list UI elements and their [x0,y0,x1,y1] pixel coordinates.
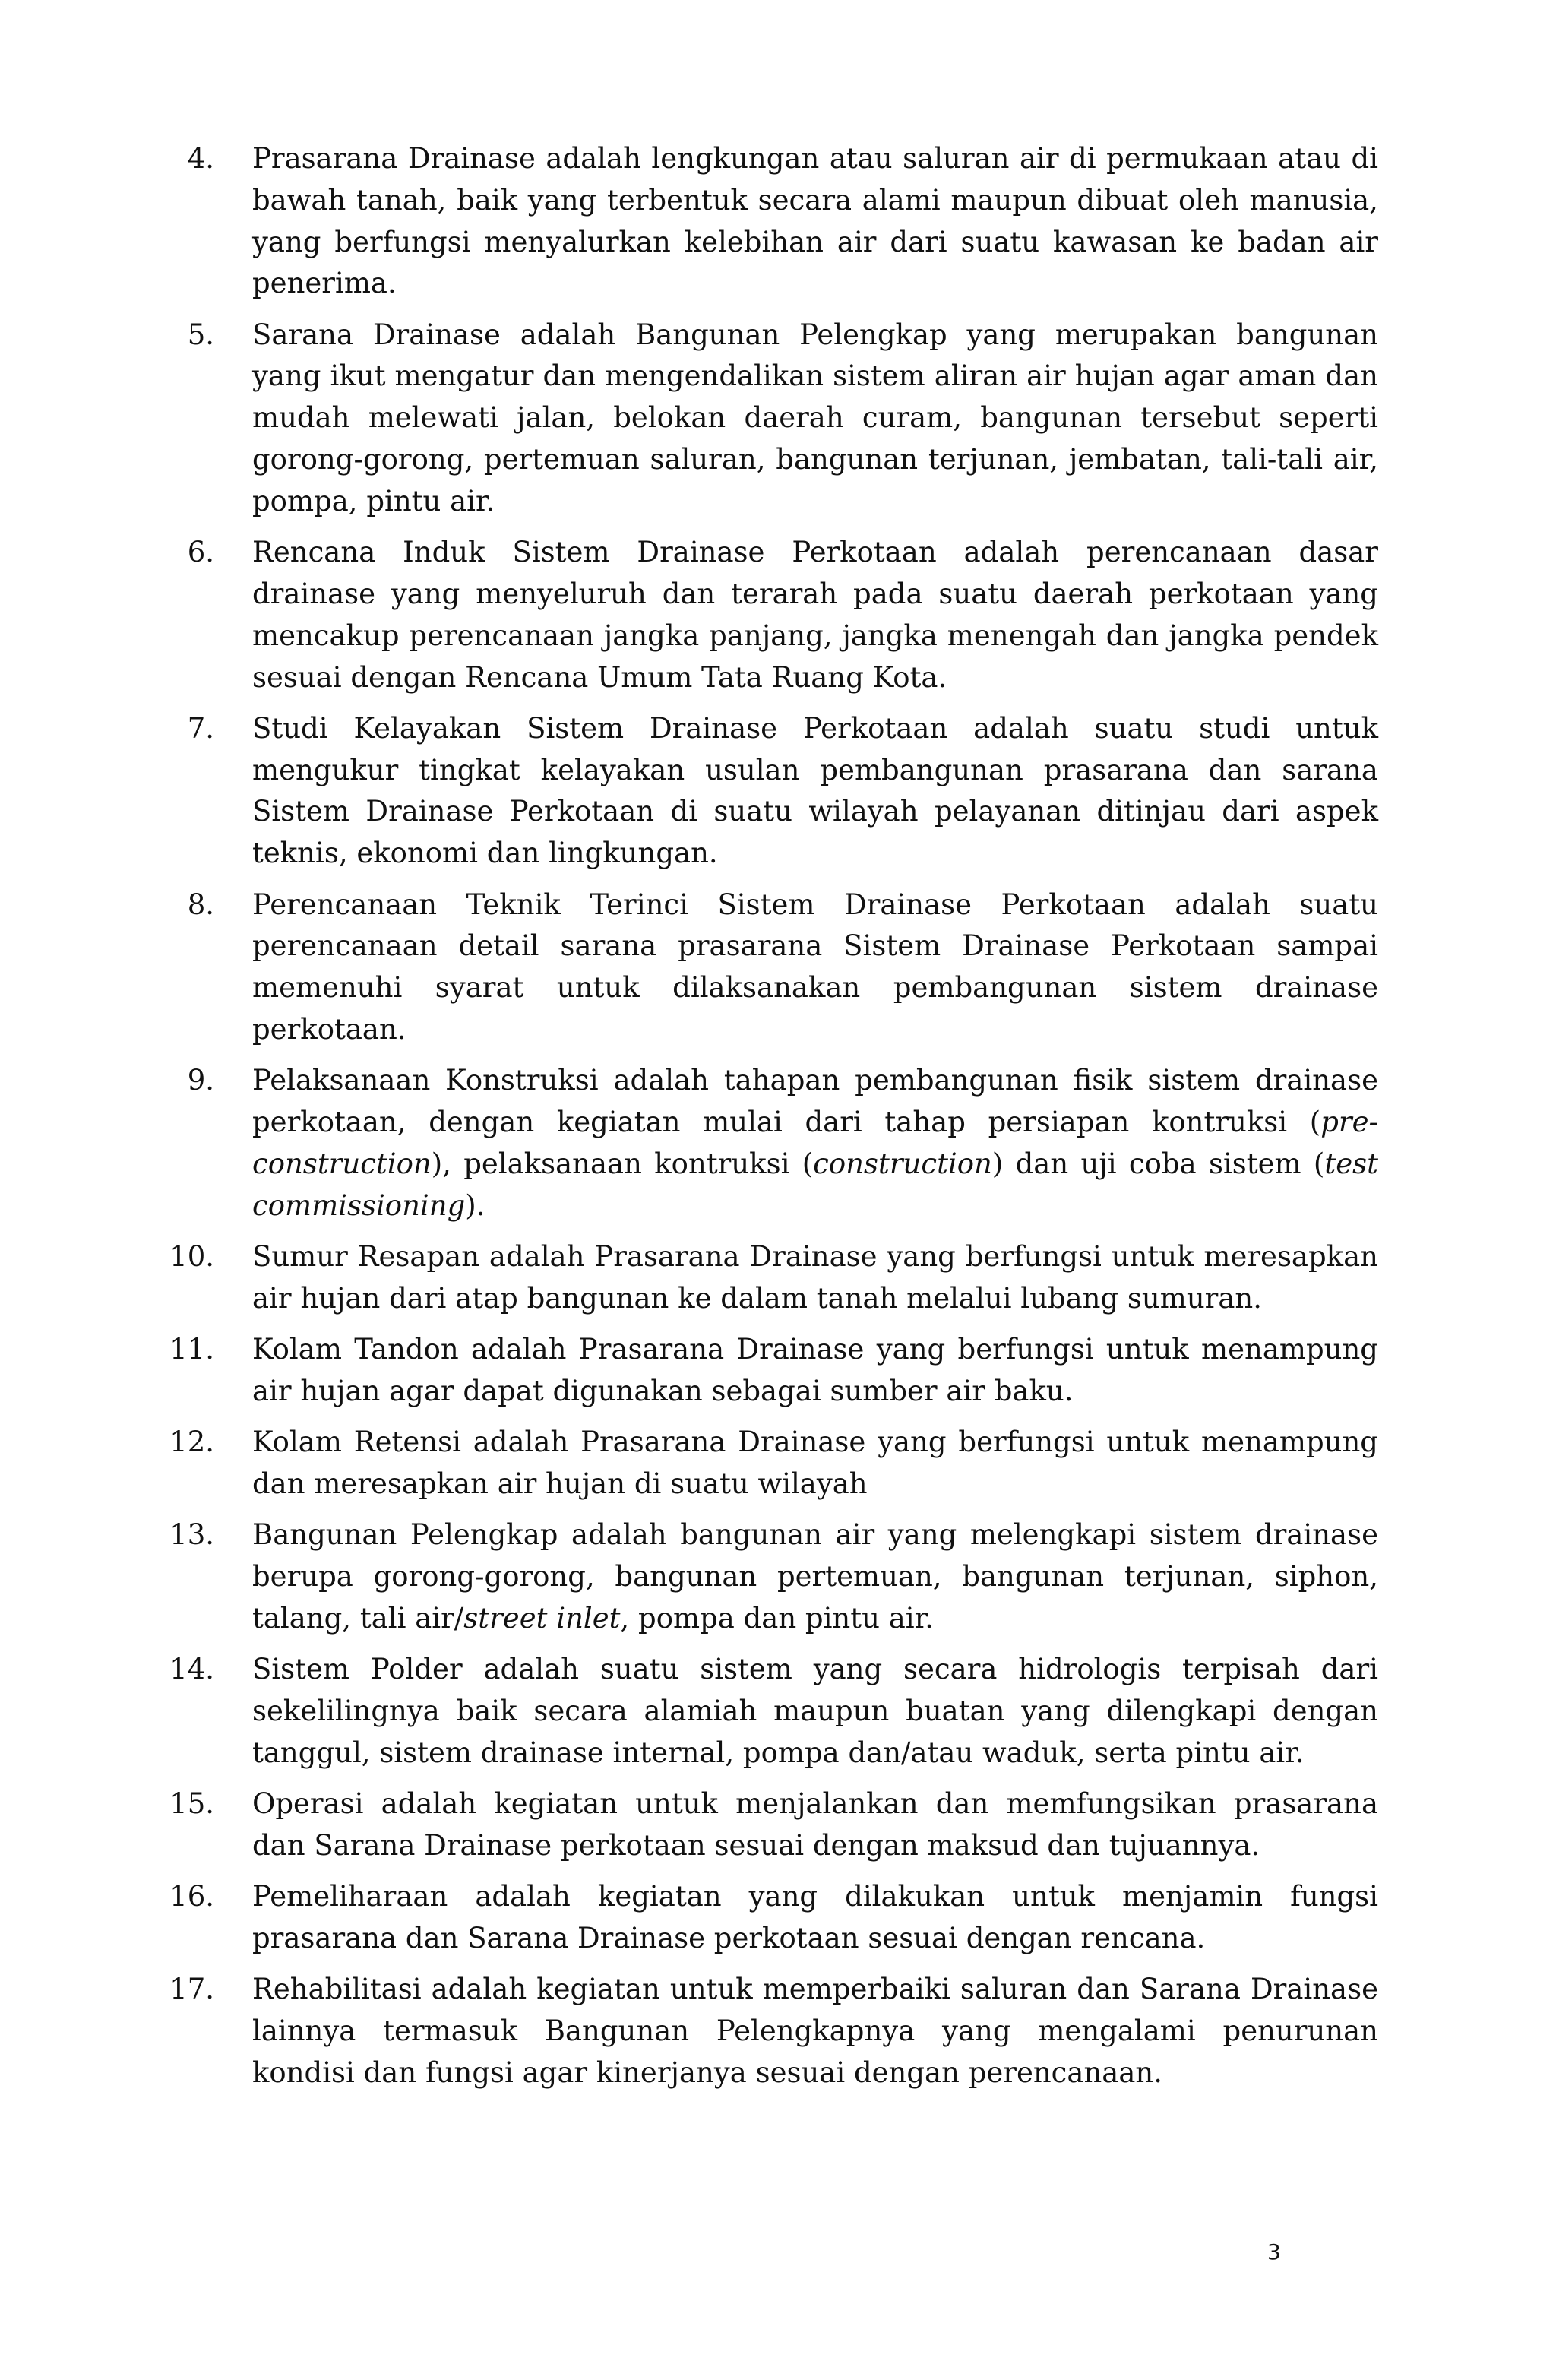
item-number: 6. [187,536,214,569]
list-item [152,315,1378,523]
item-number: 14. [169,1653,214,1686]
list-item [152,1514,1378,1639]
item-number: 4. [187,142,214,175]
item-text: Sistem Polder adalah suatu sistem yang secara hidrologis terpisah dari sekelilingnya baik secara alamiah maupun buatan yang dilengkapi dengan tanggul, sistem drainase internal, pompa dan/atau waduk, serta pintu air. [252,1653,1378,1769]
item-text: Perencanaan Teknik Terinci Sistem Drainase Perkotaan adalah suatu perencanaan detail sarana prasarana Sistem Drainase Perkotaan sampai memenuhi syarat untuk dilaksanakan pembangunan sistem drainase perkotaan. [252,888,1378,1046]
item-number: 10. [169,1239,214,1273]
list-item [152,1783,1378,1867]
list-item [152,1236,1378,1320]
item-text: Pelaksanaan Konstruksi adalah tahapan pembangunan fisik sistem drainase perkotaan, dengan kegiatan mulai dari tahap persiapan kontruksi (pre-construction), pelaksanaan kontruksi (construction) dan uji coba sistem (test commissioning). [252,1064,1378,1222]
list-item [152,885,1378,1051]
italic-term: construction [813,1147,992,1180]
list-item [152,1876,1378,1960]
item-text: Operasi adalah kegiatan untuk menjalankan dan memfungsikan prasarana dan Sarana Drainase perkotaan sesuai dengan maksud dan tujuannya. [252,1787,1378,1862]
page-number: 3 [1267,2239,1281,2264]
item-text: Rehabilitasi adalah kegiatan untuk memperbaiki saluran dan Sarana Drainase lainnya termasuk Bangunan Pelengkapnya yang mengalami penurunan kondisi dan fungsi agar kinerjanya sesuai dengan perencanaan. [252,1973,1378,2089]
item-text: Bangunan Pelengkap adalah bangunan air yang melengkapi sistem drainase berupa gorong-gorong, bangunan pertemuan, bangunan terjunan, siphon, talang, tali air/street inlet, pompa dan pintu air. [252,1518,1378,1635]
item-number: 9. [187,1064,214,1097]
item-number: 17. [169,1973,214,2006]
italic-term: pre-construction [252,1106,1378,1180]
definition-list [152,138,1378,2103]
item-text: Sumur Resapan adalah Prasarana Drainase yang berfungsi untuk meresapkan air hujan dari atap bangunan ke dalam tanah melalui lubang sumuran. [252,1239,1378,1315]
list-item [152,532,1378,698]
item-number: 13. [169,1518,214,1552]
italic-term: test commissioning [252,1147,1378,1222]
item-text: Prasarana Drainase adalah lengkungan atau saluran air di permukaan atau di bawah tanah, baik yang terbentuk secara alami maupun dibuat oleh manusia, yang berfungsi menyalurkan kelebihan air dari suatu kawasan ke badan air penerima. [252,142,1378,300]
item-text: Sarana Drainase adalah Bangunan Pelengkap yang merupakan bangunan yang ikut mengatur dan mengendalikan sistem aliran air hujan agar aman dan mudah melewati jalan, belokan daerah curam, bangunan tersebut seperti gorong-gorong, pertemuan saluran, bangunan terjunan, jembatan, tali-tali air, pompa, pintu air. [252,318,1378,517]
item-text: Pemeliharaan adalah kegiatan yang dilakukan untuk menjamin fungsi prasarana dan Sarana Drainase perkotaan sesuai dengan rencana. [252,1880,1378,1954]
list-item [152,138,1378,305]
item-number: 15. [169,1787,214,1820]
item-text: Kolam Tandon adalah Prasarana Drainase yang berfungsi untuk menampung air hujan agar dapat digunakan sebagai sumber air baku. [252,1333,1378,1407]
item-text: Rencana Induk Sistem Drainase Perkotaan adalah perencanaan dasar drainase yang menyeluruh dan terarah pada suatu daerah perkotaan yang mencakup perencanaan jangka panjang, jangka menengah dan jangka pendek sesuai dengan Rencana Umum Tata Ruang Kota. [252,536,1378,694]
italic-term: street inlet [463,1601,621,1635]
list-item [152,1060,1378,1226]
list-item [152,708,1378,875]
item-text: Studi Kelayakan Sistem Drainase Perkotaan adalah suatu studi untuk mengukur tingkat kelayakan usulan pembangunan prasarana dan sarana Sistem Drainase Perkotaan di suatu wilayah pelayanan ditinjau dari aspek teknis, ekonomi dan lingkungan. [252,711,1378,870]
item-text: Kolam Retensi adalah Prasarana Drainase yang berfungsi untuk menampung dan meresapkan air hujan di suatu wilayah [252,1426,1378,1500]
list-item [152,1329,1378,1413]
list-item [152,1422,1378,1505]
list-item [152,1649,1378,1774]
item-number: 5. [187,318,214,351]
item-number: 16. [169,1880,214,1913]
list-item [152,1969,1378,2094]
item-number: 7. [187,711,214,745]
item-number: 12. [169,1426,214,1459]
item-number: 8. [187,888,214,921]
item-number: 11. [169,1333,214,1366]
